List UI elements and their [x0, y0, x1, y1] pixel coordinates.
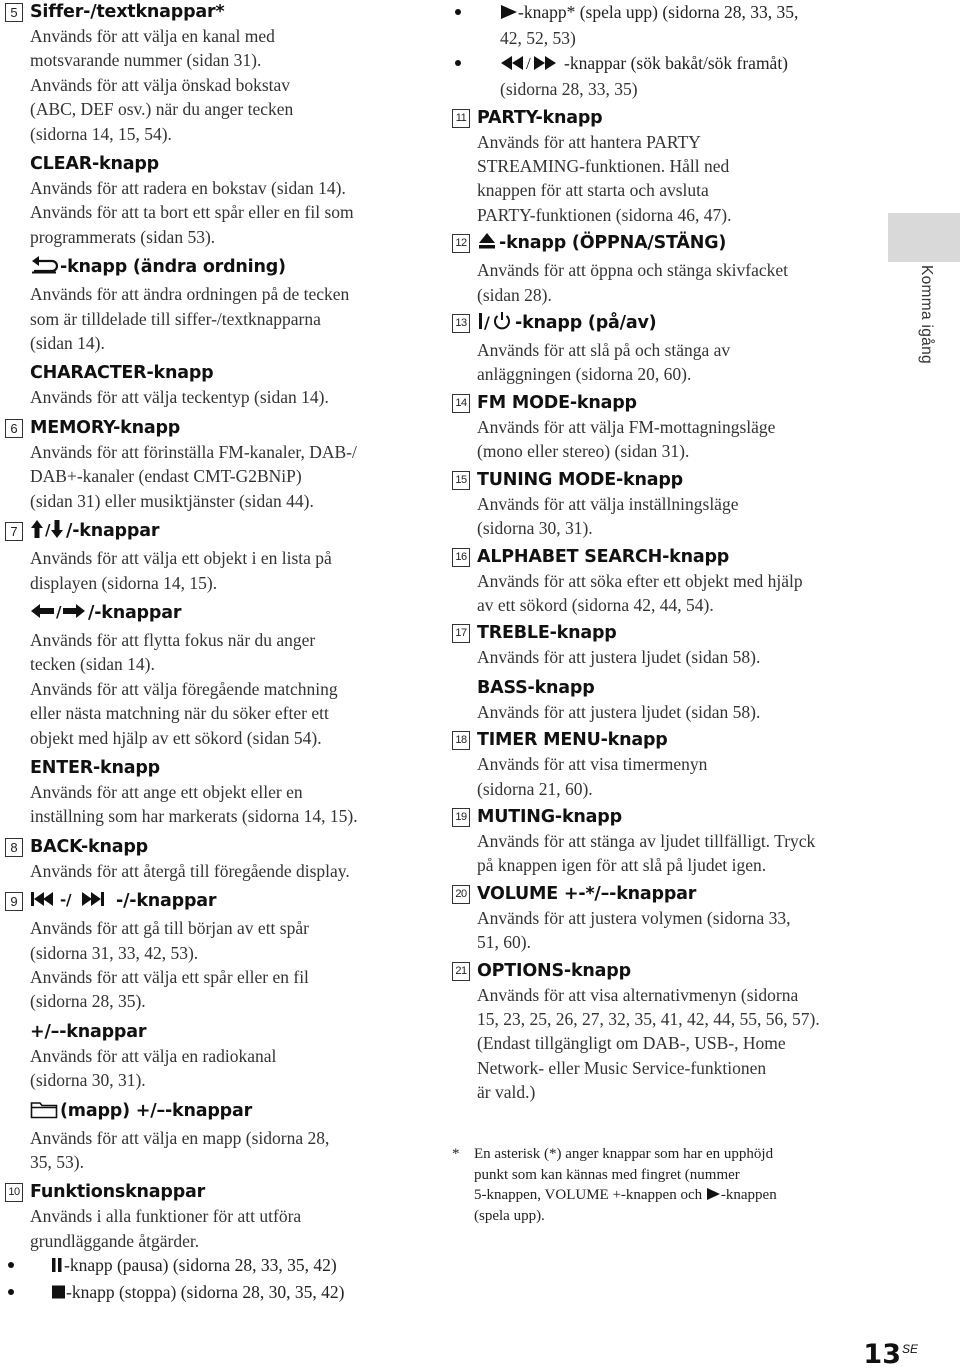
- description-line: eller nästa matchning när du söker efter ett: [30, 703, 329, 724]
- entry-heading: (mapp) +/–-knappar: [30, 1099, 425, 1126]
- play-icon: [500, 2, 518, 26]
- footnote-line: (spela upp).: [474, 1207, 545, 1224]
- description-line: är vald.): [477, 1082, 536, 1103]
- entry-heading: +/–-knappar: [30, 1021, 147, 1042]
- entry-12: [452, 231, 872, 307]
- description-line: Används för att välja ett objekt i en lista på: [30, 548, 332, 569]
- entry-heading: -knapp (ÖPPNA/STÄNG): [477, 231, 872, 258]
- description-line: Används för att ta bort ett spår eller en fil som: [30, 202, 354, 223]
- right-entries: [452, 106, 872, 1109]
- description-line: Används för att gå till början av ett spår: [30, 918, 309, 939]
- entry-heading: CHARACTER-knapp: [30, 363, 214, 384]
- description-line: (sidorna 30, 31).: [30, 1070, 146, 1091]
- entry-number-badge: 21: [452, 962, 470, 981]
- entry-number-badge: 17: [452, 624, 470, 643]
- description-line: tecken (sidan 14).: [30, 654, 155, 675]
- entry-21: [452, 959, 872, 1105]
- entry-9: [5, 889, 425, 1174]
- description-line: 35, 53).: [30, 1152, 84, 1172]
- description-line: Används för att flytta fokus när du anger: [30, 629, 316, 650]
- footnote-asterisk: *: [452, 1146, 460, 1162]
- entry-heading: FM MODE-knapp: [477, 392, 637, 413]
- entry-heading: -knapp (ändra ordning): [30, 255, 425, 282]
- section-tab: [888, 213, 960, 262]
- entry-number-badge: 7: [5, 522, 23, 541]
- description-line: objekt med hjälp av ett sökord (sidan 54).: [30, 727, 322, 748]
- entry-number-badge: 10: [5, 1183, 23, 1202]
- bullet-continuation: (sidorna 28, 33, 35): [500, 79, 638, 100]
- description-line: (sidorna 14, 15, 54).: [30, 123, 172, 144]
- description-line: (sidan 14).: [30, 333, 105, 354]
- description-line: Används för att välja en radiokanal: [30, 1045, 277, 1066]
- entry-number-badge: 6: [5, 419, 23, 438]
- folder-icon: [30, 1099, 58, 1126]
- page-number: $13^{SE}$: [863, 1339, 918, 1370]
- entry-number-badge: 9: [5, 892, 23, 911]
- entry-number-badge: 5: [5, 3, 23, 22]
- description-line: Används för att välja FM-mottagningsläge: [477, 416, 776, 437]
- entry-19: [452, 805, 872, 878]
- description-line: Används för att välja teckentyp (sidan 14).: [30, 387, 329, 408]
- entry-number-badge: 16: [452, 548, 470, 567]
- entry-number-badge: 13: [452, 314, 470, 333]
- description-line: Används för att välja föregående matchning: [30, 678, 338, 699]
- entry-heading: BACK-knapp: [30, 836, 148, 857]
- right-column: [452, 0, 872, 1109]
- entry-number-badge: 12: [452, 234, 470, 253]
- entry-heading: VOLUME +-*/–-knappar: [477, 883, 697, 904]
- prev-next-icon: [30, 889, 114, 916]
- entry-heading: / /-knappar: [30, 519, 425, 546]
- description-line: Används för att justera ljudet (sidan 58).: [477, 647, 761, 668]
- entry-heading: MUTING-knapp: [477, 806, 622, 827]
- footnote-line: 5-knappen, VOLUME +-knappen och -knappen: [474, 1187, 777, 1203]
- entry-10: [5, 1180, 425, 1306]
- entry-heading: -/ -/-knappar: [30, 889, 425, 916]
- description-line: (mono eller stereo) (sidan 31).: [477, 441, 690, 462]
- entry-heading: ENTER-knapp: [30, 757, 160, 778]
- description-line: Används för att öppna och stänga skivfacket: [477, 260, 789, 281]
- description-line: (sidorna 28, 35).: [30, 991, 146, 1012]
- entry-number-badge: 19: [452, 808, 470, 827]
- bullet-item: -knapp* (spela upp) (sidorna 28, 33, 35,: [452, 0, 872, 26]
- description-line: Används för att välja ett spår eller en fil: [30, 966, 309, 987]
- svg-text:/: /: [484, 313, 490, 332]
- description-line: (ABC, DEF osv.) när du anger tecken: [30, 99, 294, 120]
- power-icon: [477, 311, 513, 338]
- entry-heading: CLEAR-knapp: [30, 154, 159, 175]
- description-line: av ett sökord (sidorna 42, 44, 54).: [477, 594, 714, 615]
- description-line: Används för att slå på och stänga av: [477, 340, 731, 361]
- description-line: inställning som har markerats (sidorna 14, 15).: [30, 806, 358, 827]
- bullet-item: -knapp (pausa) (sidorna 28, 33, 35, 42): [5, 1253, 425, 1279]
- entry-heading: Funktionsknappar: [30, 1182, 206, 1203]
- description-line: på knappen igen för att slå på ljudet igen.: [477, 855, 767, 876]
- reorder-icon: [30, 255, 58, 282]
- entry-7: [5, 519, 425, 829]
- entry-heading: TIMER MENU-knapp: [477, 730, 668, 751]
- entry-number-badge: 14: [452, 394, 470, 413]
- description-line: Används för att ange ett objekt eller en: [30, 781, 303, 802]
- description-line: (sidorna 31, 33, 42, 53).: [30, 942, 199, 963]
- description-line: programmerats (sidan 53).: [30, 226, 216, 247]
- entry-number-badge: 11: [452, 109, 470, 128]
- left-right-arrows-icon: [30, 601, 86, 628]
- entry-heading: / /-knappar: [30, 601, 425, 628]
- bullet-item: / -knappar (sök bakåt/sök framåt): [452, 51, 872, 77]
- entry-heading: OPTIONS-knapp: [477, 960, 631, 981]
- description-line: motsvarande nummer (sidan 31).: [30, 50, 262, 71]
- description-line: Används för att välja en kanal med: [30, 26, 275, 46]
- description-line: Används för att söka efter ett objekt med hjälp: [477, 570, 803, 591]
- description-line: 15, 23, 25, 26, 27, 32, 35, 41, 42, 44, 55, 56, 57).: [477, 1008, 820, 1029]
- description-line: PARTY-funktionen (sidorna 46, 47).: [477, 204, 732, 225]
- entry-number-badge: 8: [5, 838, 23, 857]
- description-line: Används för att välja önskad bokstav: [30, 74, 291, 95]
- bullet-continuation: 42, 52, 53): [500, 28, 576, 49]
- description-line: displayen (sidorna 14, 15).: [30, 572, 218, 593]
- entry-13: [452, 311, 872, 387]
- description-line: (Endast tillgängligt om DAB-, USB-, Home: [477, 1033, 786, 1054]
- entry-number-badge: 18: [452, 731, 470, 750]
- footnote: [452, 1144, 872, 1226]
- description-line: Används för att visa alternativmenyn (sidorna: [477, 984, 799, 1005]
- description-line: Används för att visa timermenyn: [477, 754, 708, 775]
- entry-heading: BASS-knapp: [477, 677, 595, 698]
- description-line: Används för att stänga av ljudet tillfälligt. Tryck: [477, 830, 816, 851]
- description-line: Används i alla funktioner för att utföra: [30, 1206, 302, 1227]
- entry-16: [452, 545, 872, 618]
- description-line: 51, 60).: [477, 932, 531, 953]
- entry-heading: Siffer-/textknappar*: [30, 2, 225, 22]
- description-line: Används för att justera ljudet (sidan 58).: [477, 701, 761, 722]
- description-line: Används för att välja inställningsläge: [477, 493, 739, 514]
- description-line: Används för att hantera PARTY: [477, 131, 701, 152]
- description-line: Network- eller Music Service-funktionen: [477, 1057, 767, 1078]
- entry-heading: / -knapp (på/av): [477, 311, 872, 338]
- up-down-arrows-icon: [30, 519, 64, 546]
- description-line: DAB+-kanaler (endast CMT-G2BNiP): [30, 466, 302, 487]
- stop-icon: [50, 1282, 66, 1306]
- rewind-forward-icon: [500, 53, 564, 77]
- description-line: Används för att återgå till föregående display.: [30, 860, 350, 881]
- entry-6: [5, 416, 425, 513]
- entry-20: [452, 882, 872, 955]
- description-line: Används för att välja en mapp (sidorna 28,: [30, 1127, 330, 1148]
- eject-icon: [477, 231, 497, 258]
- description-line: Används för att radera en bokstav (sidan 14).: [30, 178, 346, 199]
- entry-heading: TUNING MODE-knapp: [477, 469, 684, 490]
- svg-text:/: /: [45, 521, 51, 540]
- entry-8: [5, 835, 425, 883]
- entry-heading: ALPHABET SEARCH-knapp: [477, 546, 730, 567]
- footnote-line: punkt som kan kännas med fingret (nummer: [474, 1166, 740, 1183]
- bullet-item: -knapp (stoppa) (sidorna 28, 30, 35, 42): [5, 1280, 425, 1306]
- description-line: som är tilldelade till siffer-/textknapparna: [30, 308, 321, 329]
- description-line: STREAMING-funktionen. Håll ned: [477, 156, 730, 177]
- section-label: Komma igång: [918, 265, 935, 364]
- description-line: anläggningen (sidorna 20, 60).: [477, 364, 692, 385]
- entry-heading: PARTY-knapp: [477, 107, 603, 128]
- entry-number-badge: 15: [452, 471, 470, 490]
- left-column: [5, 0, 425, 1312]
- description-line: (sidorna 30, 31).: [477, 518, 593, 539]
- entry-15: [452, 468, 872, 541]
- description-line: Används för att ändra ordningen på de tecken: [30, 284, 350, 305]
- description-line: (sidan 31) eller musiktjänster (sidan 44).: [30, 490, 314, 511]
- entry-17: [452, 621, 872, 724]
- description-line: Används för att justera volymen (sidorna 33,: [477, 907, 791, 928]
- entry-heading: TREBLE-knapp: [477, 623, 617, 644]
- entry-heading: MEMORY-knapp: [30, 417, 181, 438]
- description-line: Används för att förinställa FM-kanaler, DAB-/: [30, 441, 357, 462]
- entry-5: [5, 0, 425, 410]
- entry-18: [452, 728, 872, 801]
- entry-number-badge: 20: [452, 885, 470, 904]
- svg-text:/: /: [526, 54, 531, 71]
- description-line: (sidorna 21, 60).: [477, 778, 593, 799]
- entry-14: [452, 391, 872, 464]
- pause-icon: [50, 1255, 64, 1279]
- description-line: knappen för att starta och avsluta: [477, 180, 709, 201]
- description-line: (sidan 28).: [477, 284, 552, 305]
- svg-text:/: /: [56, 602, 62, 621]
- play-icon: [706, 1187, 721, 1203]
- svg-text:-/: -/: [60, 891, 72, 910]
- footnote-line: En asterisk (*) anger knappar som har en upphöjd: [474, 1146, 774, 1162]
- entry-11: [452, 106, 872, 228]
- description-line: grundläggande åtgärder.: [30, 1230, 200, 1251]
